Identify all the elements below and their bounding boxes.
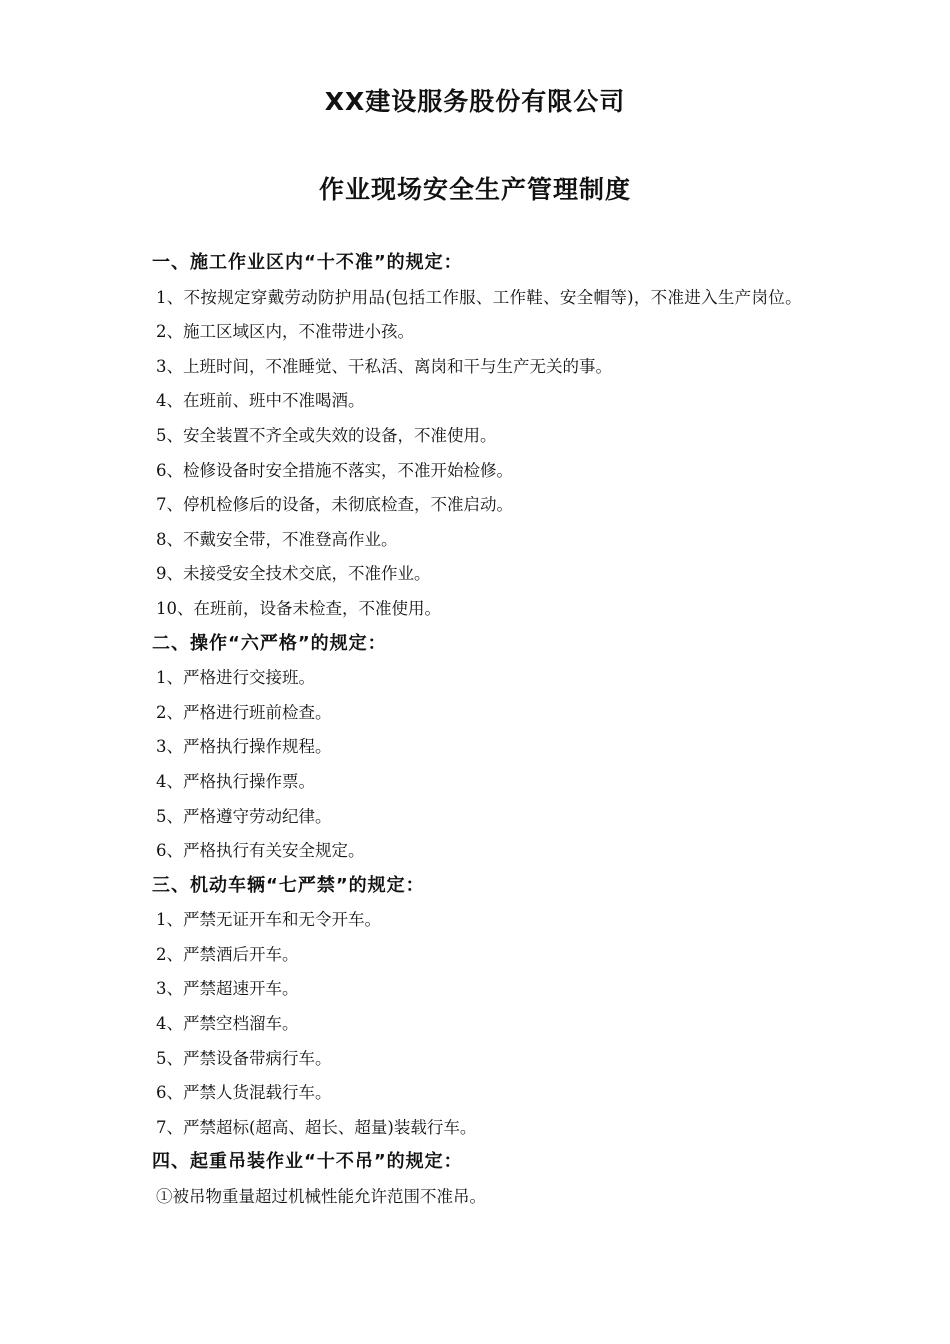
- list-item: 6、严禁人货混载行车。: [156, 1083, 332, 1103]
- document-body: [118, 246, 838, 1215]
- section-heading: 二、操作“六严格”的规定：: [152, 632, 387, 654]
- list-item: 3、上班时间，不准睡觉、干私活、离岗和干与生产无关的事。: [156, 356, 612, 376]
- document-title: 作业现场安全生产管理制度: [318, 175, 631, 204]
- list-item: 5、严禁设备带病行车。: [156, 1048, 332, 1068]
- list-item: 4、在班前、班中不准喝酒。: [156, 391, 365, 411]
- list-item: 3、严禁超速开车。: [156, 979, 299, 999]
- list-item: 2、施工区域区内，不准带进小孩。: [156, 322, 414, 342]
- list-item: 2、严格进行班前检查。: [156, 702, 332, 722]
- section-heading: 三、机动车辆“七严禁”的规定：: [152, 874, 425, 896]
- list-item: 9、未接受安全技术交底，不准作业。: [156, 564, 431, 584]
- list-item: 3、严格执行操作规程。: [156, 737, 332, 757]
- section-heading: 四、起重吊装作业“十不吊”的规定：: [152, 1151, 463, 1173]
- list-item: 1、严禁无证开车和无令开车。: [156, 910, 381, 930]
- list-item: 5、安全装置不齐全或失效的设备，不准使用。: [156, 425, 497, 445]
- list-item: 10、在班前，设备未检查，不准使用。: [156, 598, 441, 618]
- list-item: 7、严禁超标(超高、超长、超量)装载行车。: [156, 1117, 477, 1137]
- section-heading: 一、施工作业区内“十不准”的规定：: [152, 252, 463, 273]
- list-item: 6、严格执行有关安全规定。: [156, 841, 365, 861]
- list-item: [118, 281, 838, 316]
- list-item-text: 1、不按规定穿戴劳动防护用品(包括工作服、工作鞋、安全帽等)，不准进入生产岗位。: [156, 287, 802, 307]
- list-item: 7、停机检修后的设备，未彻底检查，不准启动。: [156, 495, 513, 515]
- list-item: 1、严格进行交接班。: [156, 668, 315, 688]
- company-name: XX建设服务股份有限公司: [324, 87, 626, 116]
- list-item: ①被吊物重量超过机械性能允许范围不准吊。: [156, 1187, 486, 1207]
- list-item: 6、检修设备时安全措施不落实，不准开始检修。: [156, 460, 513, 480]
- list-item: 4、严禁空档溜车。: [156, 1014, 299, 1034]
- list-item: 5、严格遵守劳动纪律。: [156, 806, 332, 826]
- list-item: 4、严格执行操作票。: [156, 771, 315, 791]
- list-item: 8、不戴安全带，不准登高作业。: [156, 529, 398, 549]
- list-item: 2、严禁酒后开车。: [156, 944, 299, 964]
